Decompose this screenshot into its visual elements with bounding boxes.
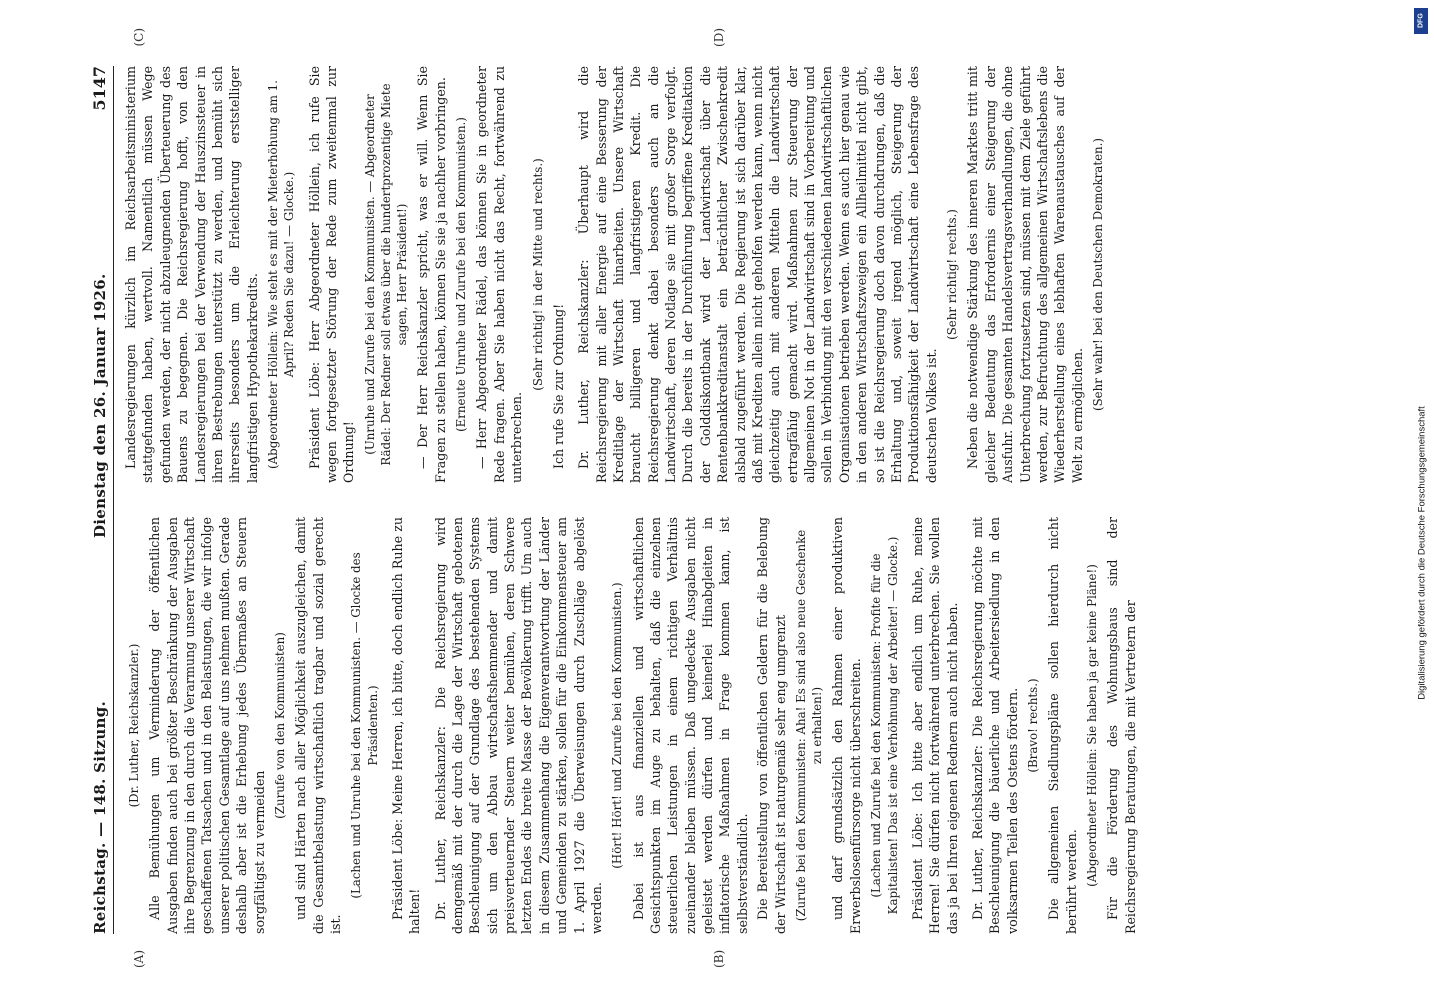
paragraph: Alle Bemühungen um Verminderung der öffentlichen Ausgaben finden auch bei größter Beschränkung der Ausgaben ihre Begrenzung in den durch die Verarmung unserer Wirtschaft geschaffenen Tatsachen und in den Belastungen, die wir infolge unserer politischen Gesamtlage auf uns nehmen mußten. Gerade deshalb aber ist die Erhebung jedes Übermaßes an Steuern sorgfältigst zu vermeiden	[147, 517, 267, 934]
page-header	[90, 66, 114, 934]
paragraph: Die Bereitstellung von öffentlichen Geldern für die Belebung der Wirtschaft ist naturgemäß sehr eng umgrenzt	[755, 517, 788, 934]
interjection: (Unruhe und Zurufe bei den Kommunisten. — Abgeordneter Rädel: Der Redner soll etwas über die hundertprozentige Miete sagen, Herr Präsident!)	[362, 83, 410, 466]
speech-paragraph: Präsident Löbe: Ich bitte aber endlich um Ruhe, meine Herren! Sie dürfen nicht fortwährend unterbrechen. Sie wollen das ja bei Ihren eigenen Rednern auch nicht haben.	[909, 517, 960, 934]
speech-paragraph: Dr. Luther, Reichskanzler: Die Reichsregierung wird demgemäß mit der durch die Lage der Wirtschaft gebotenen Beschleunigung auf der Grundlage des bestehenden Systems sich um den Abbau wirtschaftshemmender und damit preisverteuernder Steuern weiter bemühen, deren Schwere letzten Endes die breite Masse der Bevölkerung trifft. Um auch in diesem Zusammenhang die Eigenverantwortung der Länder und Gemeinden zu stärken, sollen für die Einkommensteuer am 1. April 1927 die Überweisungen durch Zuschläge abgelöst werden.	[432, 517, 604, 934]
interjection: (Sehr wahr! bei den Deutschen Demokraten.)	[1091, 137, 1105, 412]
paragraph: Neben die notwendige Stärkung des inneren Marktes tritt mit gleicher Bedeutung das Erfordernis einer Steigerung der Ausfuhr. Die gesamten Handelsvertragsverhandlungen, die ohne Unterbrechung fortzusetzen sind, müssen mit dem Ziele geführt werden, zur Befruchtung des allgemeinen Wirtschaftslebens die Wiederherstellung eines lebhaften Warenaustausches auf der Welt zu ermöglichen.	[965, 66, 1085, 483]
text-columns	[122, 66, 1320, 934]
interjection: (Abgeordneter Höllein: Sie haben ja gar keine Pläne!)	[1085, 564, 1100, 887]
document-page	[72, 20, 1362, 980]
interjection: (Bravo! rechts.)	[1026, 678, 1041, 773]
header-center: Dienstag den 26. Januar 1926.	[91, 273, 109, 539]
page-number: 5147	[90, 66, 109, 111]
interjection: (Sehr richtig! in der Mitte und rechts.)	[530, 158, 545, 391]
paragraph: Die allgemeinen Siedlungspläne sollen hierdurch nicht berührt werden.	[1046, 517, 1079, 934]
column-right	[122, 66, 1320, 483]
digitization-note: Digitalisierung gefördert durch die Deutsche Forschungsgemeinschaft	[1416, 405, 1428, 700]
interjection: (Zurufe bei den Kommunisten: Aha! Es sind also neue Geschenke zu erhalten!)	[793, 529, 825, 922]
interjection: (Erneute Unruhe und Zurufe bei den Kommunisten.)	[454, 117, 469, 432]
margin-letter-b: (B)	[712, 949, 726, 968]
paragraph: — Der Herr Reichskanzler spricht, was er will. Wenn Sie Fragen zu stellen haben, können Sie sie ja nachher vorbringen.	[415, 66, 448, 483]
paragraph: Ich rufe Sie zur Ordnung!	[550, 303, 566, 469]
paragraph: Dabei ist aus finanziellen und wirtschaftlichen Gesichtspunkten im Auge zu behalten, daß die einzelnen steuerlichen Leistungen in einem richtigen Verhältnis zueinander bleiben müssen. Daß ungedeckte Ausgaben nicht geleistet werden dürfen und keinerlei Hinabgleiten in inflatorische Maßnahmen in Frage kommen kann, ist selbstverständlich.	[630, 517, 750, 934]
speaker-continuation: (Dr. Luther, Reichskanzler.)	[127, 643, 141, 808]
interjection: (Lachen und Unruhe bei den Kommunisten. — Glocke des Präsidenten.)	[349, 552, 380, 899]
speech-paragraph: Dr. Luther, Reichskanzler: Die Reichsregierung möchte mit Beschleunigung die bäuerliche und Arbeitersiedlung in den volksarmen Teilen des Ostens fördern.	[969, 517, 1020, 934]
speech-paragraph: Dr. Luther, Reichskanzler: Überhaupt wird die Reichsregierung mit aller Energie auf eine Besserung der Kreditlage der Wirtschaft hinarbeiten. Unsere Wirtschaft braucht billigeren und langfristigeren Kredit. Die Reichsregierung denkt dabei besonders auch an die Landwirtschaft, deren Notlage sie mit großer Sorge verfolgt. Durch die bereits in der Durchführung begriffene Kreditaktion der Golddiskontbank wird der Landwirtschaft über die Rentenbankkreditanstalt ein beträchtlicher Zwischenkredit alsbald zugeführt werden. Die Regierung ist sich darüber klar, daß mit Krediten allein nicht geholfen werden kann, wenn nicht gleichzeitig auch mit anderen Mitteln die Landwirtschaft ertragfähig gemacht wird. Maßnahmen zur Steuerung der allgemeinen Not in der Landwirtschaft sind in Vorbereitung und sollen in Verbindung mit den verschiedenen landwirtschaftlichen Organisationen betrieben werden. Wenn es auch hier genau wie in den anderen Wirtschaftszweigen ein Allheilmittel nicht gibt, so ist die Reichsregierung doch davon durchdrungen, daß die Erhaltung und, soweit irgend möglich, Steigerung der Produktionsfähigkeit der Landwirtschaft eine Lebensfrage des deutschen Volkes ist.	[576, 66, 939, 483]
column-left	[122, 517, 1320, 934]
paragraph: und sind Härten nach aller Möglichkeit auszugleichen, damit die Gesamtbelastung wirtschaftlich tragbar und sozial gerecht ist.	[293, 517, 343, 934]
paragraph: Für die Förderung des Wohnungsbaus sind der Reichsregierung Beratungen, die mit Vertretern der	[1105, 517, 1138, 934]
interjection: (Lachen und Zurufe bei den Kommunisten: Profite für die Kapitalisten! Das ist eine Verhöhnung der Arbeiter! — Glocke.)	[869, 536, 900, 915]
margin-letter-d: (D)	[712, 28, 726, 47]
interjection: (Zurufe von den Kommunisten)	[272, 632, 287, 819]
dfg-logo: DFG	[1414, 8, 1428, 34]
speech-paragraph: Präsident Löbe: Meine Herren, ich bitte, doch endlich Ruhe zu halten!	[389, 517, 423, 934]
margin-letter-c: (C)	[132, 28, 146, 47]
interjection: (Hört! Hört! und Zurufe bei den Kommunisten.)	[610, 582, 625, 869]
paragraph: — Herr Abgeordneter Rädel, das können Sie in geordneter Rede fragen. Aber Sie haben nicht das Recht, fortwährend zu unterbrechen.	[474, 66, 525, 483]
speech-paragraph: Präsident Löbe: Herr Abgeordneter Höllein, ich rufe Sie wegen fortgesetzter Störung der Rede zum zweitenmal zur Ordnung!	[306, 66, 357, 483]
margin-letter-a: (A)	[132, 949, 146, 968]
interjection: (Abgeordneter Höllein: Wie steht es mit der Mieterhöhung am 1. April? Reden Sie dazu! — Glocke.)	[266, 80, 297, 469]
interjection: (Sehr richtig! rechts.)	[945, 209, 960, 340]
paragraph: und darf grundsätzlich den Rahmen einer produktiven Erwerbslosenfürsorge nicht überschreiten.	[830, 517, 863, 934]
digitization-sidebar	[1412, 8, 1432, 998]
paragraph: Landesregierungen kürzlich im Reichsarbeitsministerium stattgefunden haben, wertvoll. Namentlich müssen Wege gefunden werden, der nicht abzuleugnenden Überteuerung des Bauens zu begegnen. Die Reichsregierung hofft, von den Landesregierungen bei der Verwendung der Hauszinssteuer in ihren Bestrebungen unterstützt zu werden, und bemüht sich ihrerseits besonders um die Erleichterung erststelliger langfristigen Hypothekarkredits.	[123, 66, 260, 483]
header-left: Reichstag. — 148. Sitzung.	[91, 700, 109, 934]
